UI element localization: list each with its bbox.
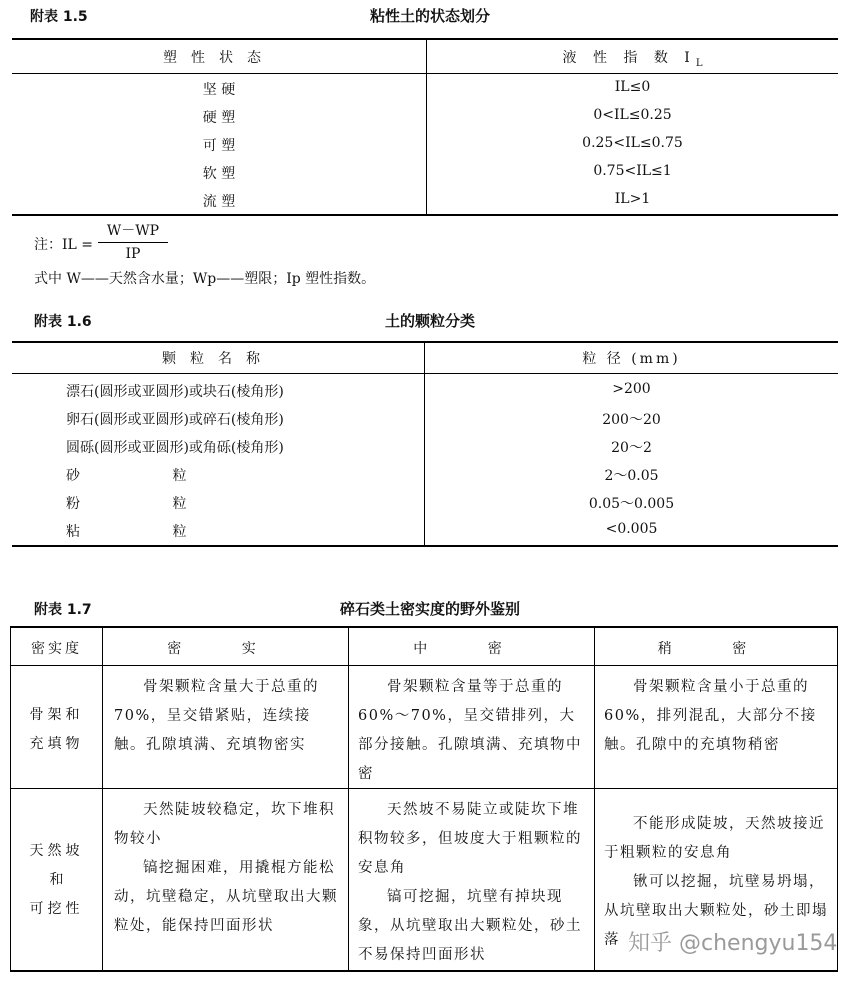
table-row-size: <0.005 xyxy=(605,521,658,537)
table-row-size: >200 xyxy=(612,381,651,397)
header-particle-name: 颗粒名称 xyxy=(162,351,274,367)
col-divider-17-a xyxy=(102,626,103,972)
row-label-slope-line-2: 和 xyxy=(49,872,64,888)
header-density: 密实度 xyxy=(31,641,82,657)
table-row-state: 软 塑 xyxy=(202,166,236,182)
table-row-size: 20～2 xyxy=(611,440,652,456)
rule-top-17 xyxy=(10,626,838,628)
cell-skeleton-loose: 骨架颗粒含量小于总重的60%，排列混乱，大部分不接触。孔隙中的充填物稍密 xyxy=(604,679,817,753)
table-1-7-title: 碎石类土密实度的野外鉴别 xyxy=(339,600,520,618)
row-label-skeleton-line-1: 骨架和 xyxy=(29,707,84,723)
rule-top-16 xyxy=(12,341,838,343)
rule-top-15 xyxy=(12,38,838,40)
header-particle-size: 粒 径 (mm) xyxy=(582,351,681,367)
table-row-state: 可 塑 xyxy=(202,138,236,154)
table-row-name: 粘 粒 xyxy=(66,524,231,540)
header-dense: 密 实 xyxy=(167,641,284,657)
table-row-state: 坚 硬 xyxy=(202,82,236,98)
rule-header-16 xyxy=(12,373,838,374)
cell-slope-dense-p2: 镐挖掘困难，用撬棍方能松动，坑壁稳定，从坑壁取出大颗粒处，能保持凹面形状 xyxy=(114,860,338,934)
formula-description: 式中 W——天然含水量；Wp——塑限；Ip 塑性指数。 xyxy=(34,271,376,287)
note-numerator: W－WP xyxy=(106,223,160,239)
table-row-range: IL≤0 xyxy=(614,79,651,95)
table-row-size: 200～20 xyxy=(602,412,661,428)
table-1-6-title: 土的颗粒分类 xyxy=(384,312,475,330)
header-plastic-state: 塑性状态 xyxy=(163,50,275,66)
table-row-range: 0<IL≤0.25 xyxy=(593,107,672,123)
table-1-7-label: 附表 1.7 xyxy=(34,602,92,618)
note-denominator: IP xyxy=(125,246,141,262)
rule-header-15 xyxy=(12,73,838,74)
col-divider-17-c xyxy=(594,626,595,972)
cell-skeleton-medium: 骨架颗粒含量等于总重的60%～70%，呈交错排列，大部分接触。孔隙填满、充填物中密 xyxy=(358,679,582,782)
col-divider-17-b xyxy=(348,626,349,972)
rule-header-17 xyxy=(10,665,838,666)
table-row-range: IL>1 xyxy=(614,191,651,207)
header-medium: 中 密 xyxy=(413,641,530,657)
table-row-range: 0.75<IL≤1 xyxy=(593,163,672,179)
cell-slope-dense-p1: 天然陡坡较稳定，坎下堆积物较小 xyxy=(114,802,335,847)
cell-slope-medium-p1: 天然坡不易陡立或陡坎下堆积物较多，但坡度大于粗颗粒的安息角 xyxy=(358,802,582,876)
table-row-name: 卵石(圆形或亚圆形)或碎石(棱角形) xyxy=(66,412,284,428)
header-loose: 稍 密 xyxy=(657,641,775,657)
cell-skeleton-dense: 骨架颗粒含量大于总重的70%，呈交错紧贴，连续接触。孔隙填满、充填物密实 xyxy=(114,679,319,753)
table-1-5-label: 附表 1.5 xyxy=(30,9,88,25)
row-label-slope-line-1: 天然坡 xyxy=(29,843,84,859)
border-right-17 xyxy=(837,626,838,972)
table-row-range: 0.25<IL≤0.75 xyxy=(582,135,683,151)
row-label-slope-line-3: 可挖性 xyxy=(29,901,84,917)
table-row-size: 0.05～0.005 xyxy=(588,496,675,512)
watermark: 知乎 @chengyu154 xyxy=(628,931,838,956)
table-row-name: 粉 粒 xyxy=(66,496,231,512)
table-row-name: 漂石(圆形或亚圆形)或块石(棱角形) xyxy=(66,384,284,400)
rule-bottom-16 xyxy=(12,545,838,547)
border-left-17 xyxy=(10,626,11,972)
table-row-size: 2～0.05 xyxy=(604,468,659,484)
row-label-skeleton-line-2: 充填物 xyxy=(29,736,84,752)
table-row-state: 硬 塑 xyxy=(202,110,236,126)
table-row-state: 流 塑 xyxy=(202,194,236,210)
cell-slope-medium-p2: 镐可挖掘，坑壁有掉块现象，从坑壁取出大颗粒处，砂土不易保持凹面形状 xyxy=(358,889,582,963)
rule-bottom-17 xyxy=(10,970,838,972)
fraction-bar xyxy=(98,242,168,243)
table-row-name: 砂 粒 xyxy=(66,468,231,484)
rule-bottom-15 xyxy=(12,214,838,216)
table-row-name: 圆砾(圆形或亚圆形)或角砾(棱角形) xyxy=(66,440,284,456)
table-1-5-title: 粘性土的状态划分 xyxy=(369,7,490,25)
note-prefix: 注：IL = xyxy=(34,237,94,253)
cell-slope-loose-p2: 锹可以挖掘，坑壁易坍塌，从坑壁取出大颗粒处，砂土即塌落 xyxy=(604,874,828,948)
table-1-6-label: 附表 1.6 xyxy=(34,314,92,330)
cell-slope-loose-p1: 不能形成陡坡，天然坡接近于粗颗粒的安息角 xyxy=(604,816,825,861)
header-liquidity-index: 液 性 指 数 $I_L$ xyxy=(562,50,703,69)
